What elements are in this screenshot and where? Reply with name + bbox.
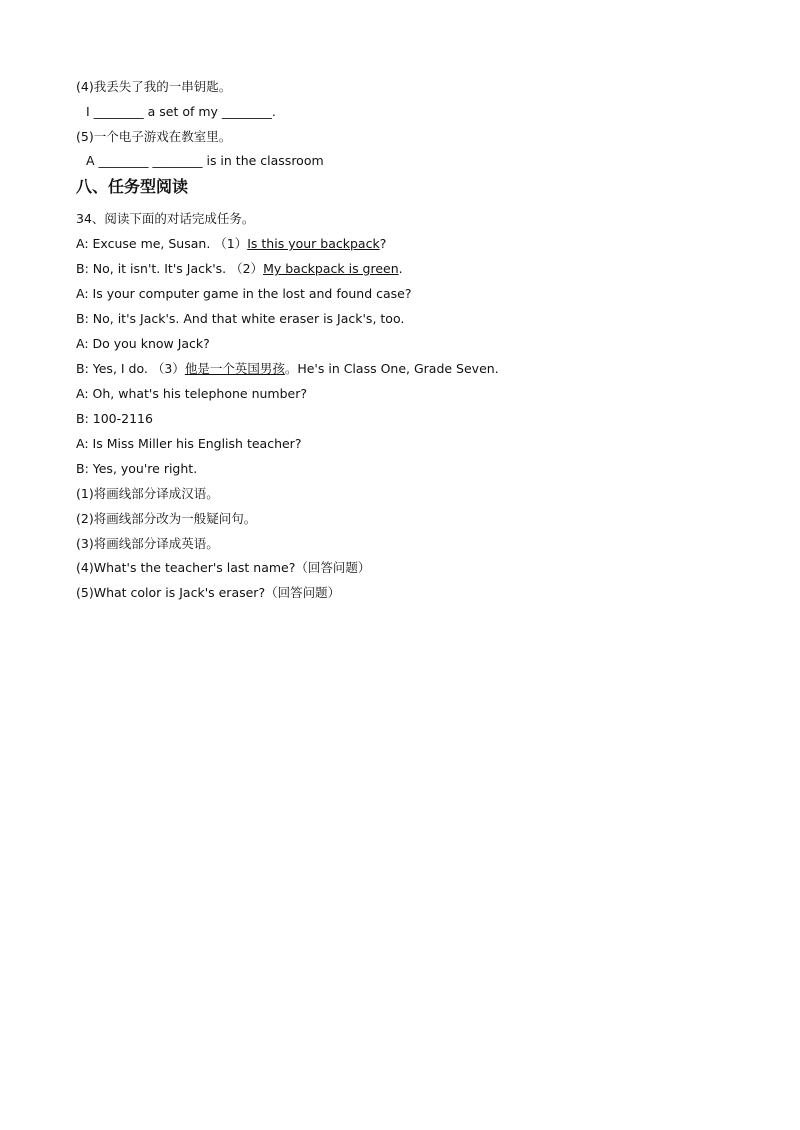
- dialogue-line-6-prefix: B: Yes, I do. （3）: [76, 361, 185, 376]
- dialogue-line-6: [76, 360, 499, 378]
- dialogue-line-1: [76, 235, 386, 253]
- question-34-intro: 34、阅读下面的对话完成任务。: [76, 211, 255, 226]
- question-5-chinese: (5)一个电子游戏在教室里。: [76, 129, 232, 144]
- dialogue-line-1-prefix: A: Excuse me, Susan. （1）: [76, 236, 248, 251]
- dialogue-line-9: A: Is Miss Miller his English teacher?: [76, 436, 302, 451]
- section-title: 八、任务型阅读: [76, 177, 189, 196]
- dialogue-line-2-suffix: .: [398, 261, 403, 276]
- underlined-sentence-2: My backpack is green: [263, 261, 399, 276]
- dialogue-line-1-suffix: ?: [379, 236, 387, 251]
- question-4-chinese: (4)我丢失了我的一串钥匙。: [76, 79, 232, 94]
- dialogue-line-3: A: Is your computer game in the lost and found case?: [76, 286, 412, 301]
- dialogue-line-2-prefix: B: No, it isn't. It's Jack's. （2）: [76, 261, 264, 276]
- task-3: (3)将画线部分译成英语。: [76, 536, 219, 551]
- underlined-sentence-3: 他是一个英国男孩: [184, 361, 285, 376]
- dialogue-line-7: A: Oh, what's his telephone number?: [76, 386, 307, 401]
- task-5: (5)What color is Jack's eraser?（回答问题）: [76, 585, 341, 600]
- dialogue-line-5: A: Do you know Jack?: [76, 336, 210, 351]
- dialogue-line-4: B: No, it's Jack's. And that white eraser is Jack's, too.: [76, 311, 405, 326]
- dialogue-line-6-suffix: 。He's in Class One, Grade Seven.: [284, 361, 499, 376]
- task-1: (1)将画线部分译成汉语。: [76, 486, 219, 501]
- task-2: (2)将画线部分改为一般疑问句。: [76, 511, 257, 526]
- dialogue-line-10: B: Yes, you're right.: [76, 461, 198, 476]
- question-5-english-blank: A ________ ________ is in the classroom: [86, 153, 324, 168]
- dialogue-line-2: [76, 260, 403, 278]
- question-4-english-blank: I ________ a set of my ________.: [86, 104, 276, 119]
- underlined-sentence-1: Is this your backpack: [247, 236, 380, 251]
- task-4: (4)What's the teacher's last name?（回答问题）: [76, 560, 371, 575]
- dialogue-line-8: B: 100-2116: [76, 411, 153, 426]
